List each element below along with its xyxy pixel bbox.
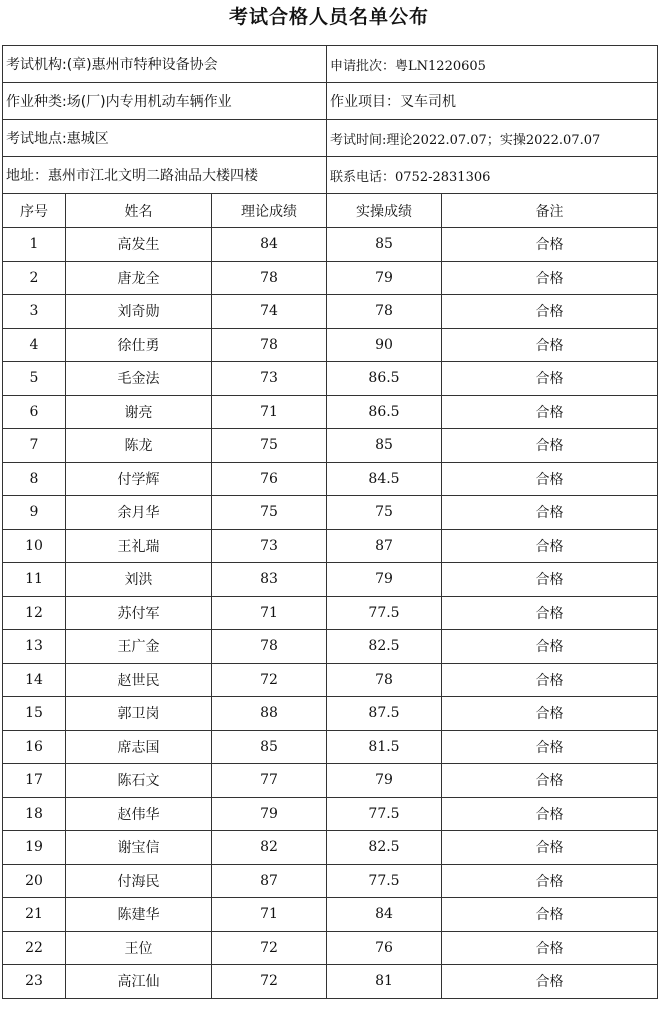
work-category: 作业种类:场(厂)内专用机动车辆作业 [3, 83, 327, 120]
info-row-category [3, 83, 658, 120]
cell-remark: 合格 [442, 496, 658, 530]
cell-theory-score: 75 [212, 429, 327, 463]
cell-index: 3 [3, 295, 66, 329]
cell-index: 16 [3, 730, 66, 764]
cell-remark: 合格 [442, 596, 658, 630]
cell-theory-score: 88 [212, 697, 327, 731]
cell-index: 13 [3, 630, 66, 664]
cell-index: 20 [3, 864, 66, 898]
cell-theory-score: 85 [212, 730, 327, 764]
cell-remark: 合格 [442, 362, 658, 396]
cell-remark: 合格 [442, 663, 658, 697]
cell-name: 陈建华 [66, 898, 212, 932]
cell-name: 郭卫岗 [66, 697, 212, 731]
cell-theory-score: 84 [212, 228, 327, 262]
cell-name: 苏付军 [66, 596, 212, 630]
cell-name: 刘奇勋 [66, 295, 212, 329]
cell-name: 余月华 [66, 496, 212, 530]
cell-theory-score: 77 [212, 764, 327, 798]
cell-practice-score: 81.5 [327, 730, 442, 764]
cell-practice-score: 79 [327, 261, 442, 295]
table-row [3, 764, 658, 798]
cell-practice-score: 78 [327, 663, 442, 697]
cell-practice-score: 77.5 [327, 864, 442, 898]
cell-name: 高发生 [66, 228, 212, 262]
apply-batch: 申请批次：粤LN1220605 [327, 46, 658, 83]
table-row [3, 831, 658, 865]
info-row-org [3, 46, 658, 83]
cell-name: 付海民 [66, 864, 212, 898]
table-row [3, 697, 658, 731]
table-header-row [3, 194, 658, 228]
cell-name: 王礼瑞 [66, 529, 212, 563]
cell-index: 18 [3, 797, 66, 831]
table-row [3, 295, 658, 329]
table-row [3, 261, 658, 295]
cell-name: 高江仙 [66, 965, 212, 999]
exam-time: 考试时间:理论2022.07.07；实操2022.07.07 [327, 120, 658, 157]
cell-index: 14 [3, 663, 66, 697]
table-row [3, 362, 658, 396]
cell-index: 9 [3, 496, 66, 530]
work-item: 作业项目：叉车司机 [327, 83, 658, 120]
table-row [3, 328, 658, 362]
table-row [3, 228, 658, 262]
cell-name: 付学辉 [66, 462, 212, 496]
column-header-index: 序号 [3, 194, 66, 228]
table-row [3, 864, 658, 898]
cell-practice-score: 85 [327, 228, 442, 262]
cell-index: 6 [3, 395, 66, 429]
column-header-theory: 理论成绩 [212, 194, 327, 228]
cell-theory-score: 73 [212, 529, 327, 563]
cell-theory-score: 78 [212, 261, 327, 295]
cell-remark: 合格 [442, 563, 658, 597]
table-row [3, 931, 658, 965]
cell-practice-score: 87 [327, 529, 442, 563]
cell-index: 11 [3, 563, 66, 597]
table-row [3, 429, 658, 463]
column-header-practice: 实操成绩 [327, 194, 442, 228]
cell-index: 17 [3, 764, 66, 798]
cell-remark: 合格 [442, 730, 658, 764]
info-row-address [3, 157, 658, 194]
cell-theory-score: 74 [212, 295, 327, 329]
cell-practice-score: 79 [327, 764, 442, 798]
cell-remark: 合格 [442, 831, 658, 865]
cell-name: 陈石文 [66, 764, 212, 798]
cell-remark: 合格 [442, 764, 658, 798]
cell-practice-score: 87.5 [327, 697, 442, 731]
cell-theory-score: 87 [212, 864, 327, 898]
cell-theory-score: 72 [212, 965, 327, 999]
column-header-remark: 备注 [442, 194, 658, 228]
cell-remark: 合格 [442, 965, 658, 999]
table-row [3, 965, 658, 999]
cell-theory-score: 83 [212, 563, 327, 597]
cell-remark: 合格 [442, 328, 658, 362]
cell-theory-score: 71 [212, 596, 327, 630]
cell-name: 赵世民 [66, 663, 212, 697]
cell-practice-score: 90 [327, 328, 442, 362]
cell-practice-score: 84.5 [327, 462, 442, 496]
cell-index: 1 [3, 228, 66, 262]
column-header-name: 姓名 [66, 194, 212, 228]
cell-index: 19 [3, 831, 66, 865]
cell-index: 4 [3, 328, 66, 362]
page-title: 考试合格人员名单公布 [228, 6, 429, 28]
cell-name: 刘洪 [66, 563, 212, 597]
cell-name: 谢亮 [66, 395, 212, 429]
table-row [3, 529, 658, 563]
qualified-list-table [2, 45, 658, 999]
cell-theory-score: 73 [212, 362, 327, 396]
cell-theory-score: 82 [212, 831, 327, 865]
cell-theory-score: 76 [212, 462, 327, 496]
cell-remark: 合格 [442, 529, 658, 563]
address: 地址：惠州市江北文明二路油品大楼四楼 [3, 157, 327, 194]
cell-practice-score: 78 [327, 295, 442, 329]
cell-remark: 合格 [442, 697, 658, 731]
cell-practice-score: 84 [327, 898, 442, 932]
cell-index: 2 [3, 261, 66, 295]
cell-practice-score: 85 [327, 429, 442, 463]
cell-remark: 合格 [442, 462, 658, 496]
table-row [3, 898, 658, 932]
cell-remark: 合格 [442, 864, 658, 898]
cell-name: 唐龙全 [66, 261, 212, 295]
cell-index: 7 [3, 429, 66, 463]
cell-remark: 合格 [442, 395, 658, 429]
cell-remark: 合格 [442, 931, 658, 965]
exam-org: 考试机构:(章)惠州市特种设备协会 [3, 46, 327, 83]
cell-name: 陈龙 [66, 429, 212, 463]
table-row [3, 563, 658, 597]
cell-index: 10 [3, 529, 66, 563]
cell-index: 8 [3, 462, 66, 496]
cell-practice-score: 77.5 [327, 797, 442, 831]
cell-theory-score: 78 [212, 630, 327, 664]
cell-index: 5 [3, 362, 66, 396]
cell-theory-score: 71 [212, 898, 327, 932]
table-row [3, 663, 658, 697]
cell-remark: 合格 [442, 898, 658, 932]
table-row [3, 630, 658, 664]
cell-theory-score: 72 [212, 931, 327, 965]
cell-name: 席志国 [66, 730, 212, 764]
cell-theory-score: 71 [212, 395, 327, 429]
cell-practice-score: 82.5 [327, 630, 442, 664]
table-row [3, 797, 658, 831]
cell-name: 毛金法 [66, 362, 212, 396]
cell-index: 22 [3, 931, 66, 965]
cell-name: 王广金 [66, 630, 212, 664]
table-row [3, 496, 658, 530]
cell-practice-score: 76 [327, 931, 442, 965]
cell-practice-score: 86.5 [327, 362, 442, 396]
cell-index: 15 [3, 697, 66, 731]
cell-index: 12 [3, 596, 66, 630]
cell-practice-score: 82.5 [327, 831, 442, 865]
cell-theory-score: 72 [212, 663, 327, 697]
info-row-location [3, 120, 658, 157]
cell-name: 王位 [66, 931, 212, 965]
cell-remark: 合格 [442, 797, 658, 831]
cell-remark: 合格 [442, 228, 658, 262]
cell-practice-score: 75 [327, 496, 442, 530]
cell-name: 徐仕勇 [66, 328, 212, 362]
table-row [3, 462, 658, 496]
cell-theory-score: 75 [212, 496, 327, 530]
cell-remark: 合格 [442, 630, 658, 664]
cell-practice-score: 86.5 [327, 395, 442, 429]
table-row [3, 730, 658, 764]
cell-remark: 合格 [442, 429, 658, 463]
cell-remark: 合格 [442, 295, 658, 329]
table-row [3, 596, 658, 630]
cell-theory-score: 79 [212, 797, 327, 831]
exam-location: 考试地点:惠城区 [3, 120, 327, 157]
cell-practice-score: 77.5 [327, 596, 442, 630]
table-row [3, 395, 658, 429]
cell-index: 21 [3, 898, 66, 932]
cell-practice-score: 79 [327, 563, 442, 597]
cell-name: 赵伟华 [66, 797, 212, 831]
cell-index: 23 [3, 965, 66, 999]
contact-phone: 联系电话：0752-2831306 [327, 157, 658, 194]
cell-name: 谢宝信 [66, 831, 212, 865]
cell-remark: 合格 [442, 261, 658, 295]
cell-practice-score: 81 [327, 965, 442, 999]
table-body [3, 46, 658, 999]
cell-theory-score: 78 [212, 328, 327, 362]
